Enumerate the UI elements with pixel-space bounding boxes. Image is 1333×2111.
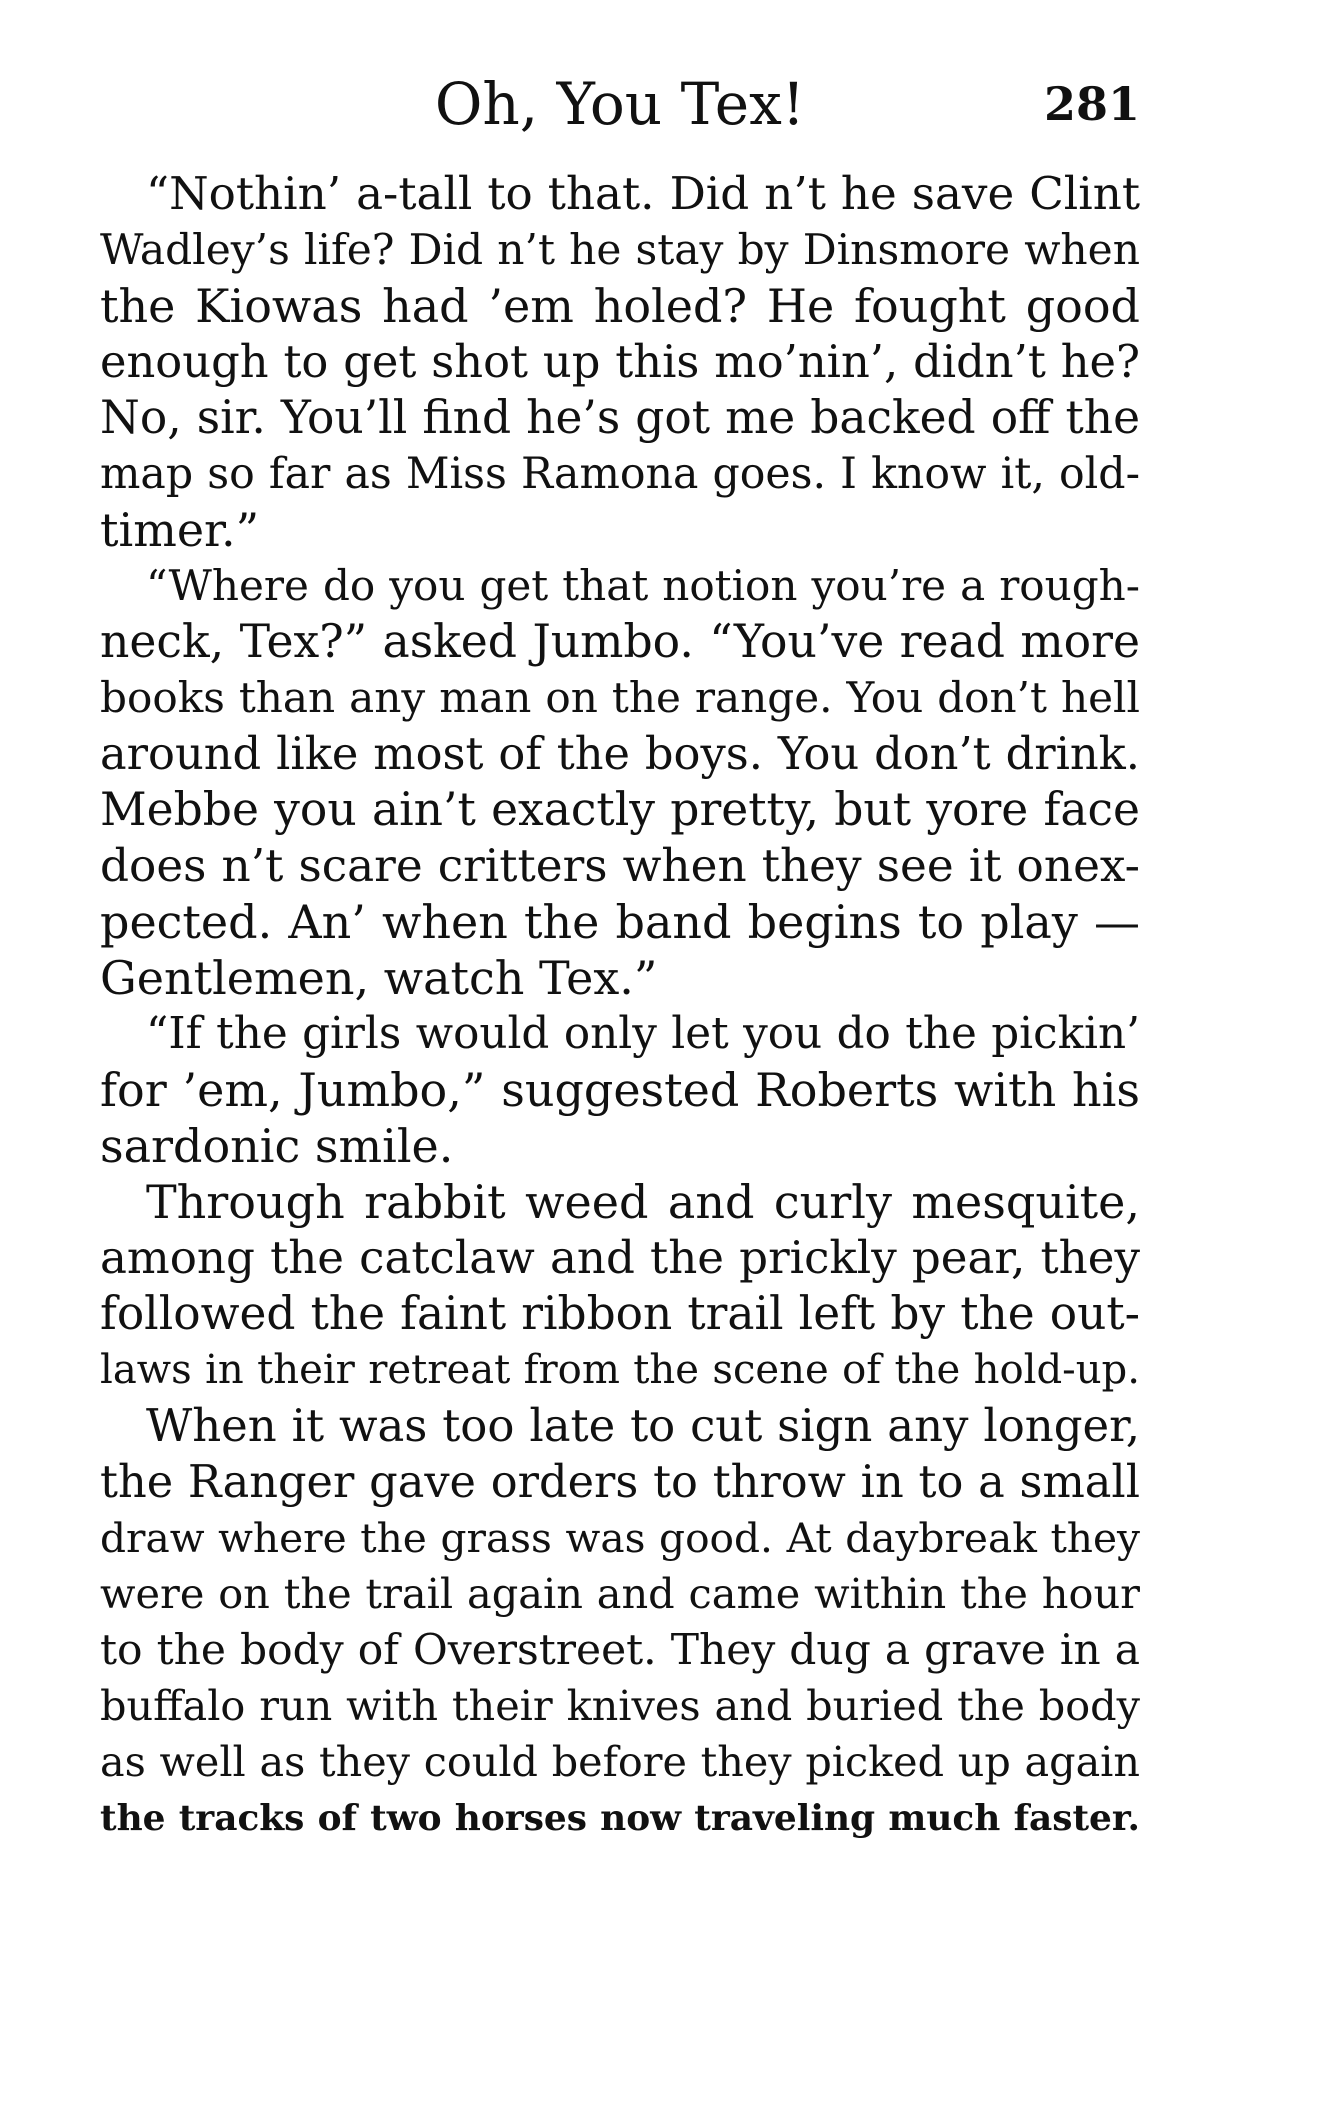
text-line: were on the trail again and came within the hour: [100, 1569, 1140, 1618]
text-line: the tracks of two horses now traveling much faster.: [100, 1797, 1140, 1839]
text-line: When it was too late to cut sign any longer,: [146, 1399, 1140, 1452]
text-line: draw where the grass was good. At daybreak they: [100, 1514, 1140, 1562]
text-line: followed the faint ribbon trail left by the out-: [100, 1287, 1140, 1340]
text-line: for ’em, Jumbo,” suggested Roberts with his: [100, 1063, 1140, 1117]
text-line: the Kiowas had ’em holed? He fought good: [100, 279, 1140, 333]
text-line: Through rabbit weed and curly mesquite,: [146, 1175, 1140, 1229]
text-line: the Ranger gave orders to throw in to a small: [100, 1456, 1140, 1508]
text-line: Wadley’s life? Did n’t he stay by Dinsmore when: [100, 225, 1140, 274]
text-line: Gentlemen, watch Tex.”: [100, 951, 658, 1005]
text-line: “If the girls would only let you do the pickin’: [146, 1008, 1140, 1059]
page-number: 281: [1043, 77, 1140, 131]
running-head: [100, 64, 1140, 144]
text-line: laws in their retreat from the scene of the hold-up.: [100, 1347, 1140, 1393]
text-line: books than any man on the range. You don’t hell: [100, 673, 1140, 722]
text-line: buffalo run with their knives and buried the body: [100, 1682, 1140, 1730]
text-line: neck, Tex?” asked Jumbo. “You’ve read more: [100, 615, 1140, 668]
text-line: “Nothin’ a-tall to that. Did n’t he save Clint: [146, 167, 1140, 220]
body-text: [100, 166, 1140, 1846]
text-line: among the catclaw and the prickly pear, they: [100, 1231, 1140, 1284]
text-line: No, sir. You’ll find he’s got me backed off the: [100, 391, 1140, 444]
text-line: around like most of the boys. You don’t drink.: [100, 727, 1140, 780]
text-line: Mebbe you ain’t exactly pretty, but yore face: [100, 783, 1140, 836]
text-line: to the body of Overstreet. They dug a grave in a: [100, 1625, 1140, 1674]
text-line: map so far as Miss Ramona goes. I know it, old-: [100, 449, 1140, 499]
text-line: sardonic smile.: [100, 1119, 454, 1173]
text-line: enough to get shot up this mo’nin’, didn’t he?: [100, 335, 1140, 388]
text-line: as well as they could before they picked up again: [100, 1738, 1140, 1786]
text-line: “Where do you get that notion you’re a rough-: [146, 561, 1140, 610]
text-line: timer.”: [100, 503, 260, 557]
running-title: Oh, You Tex!: [434, 70, 806, 138]
text-line: does n’t scare critters when they see it onex-: [100, 839, 1140, 892]
text-line: pected. An’ when the band begins to play —: [100, 895, 1140, 949]
